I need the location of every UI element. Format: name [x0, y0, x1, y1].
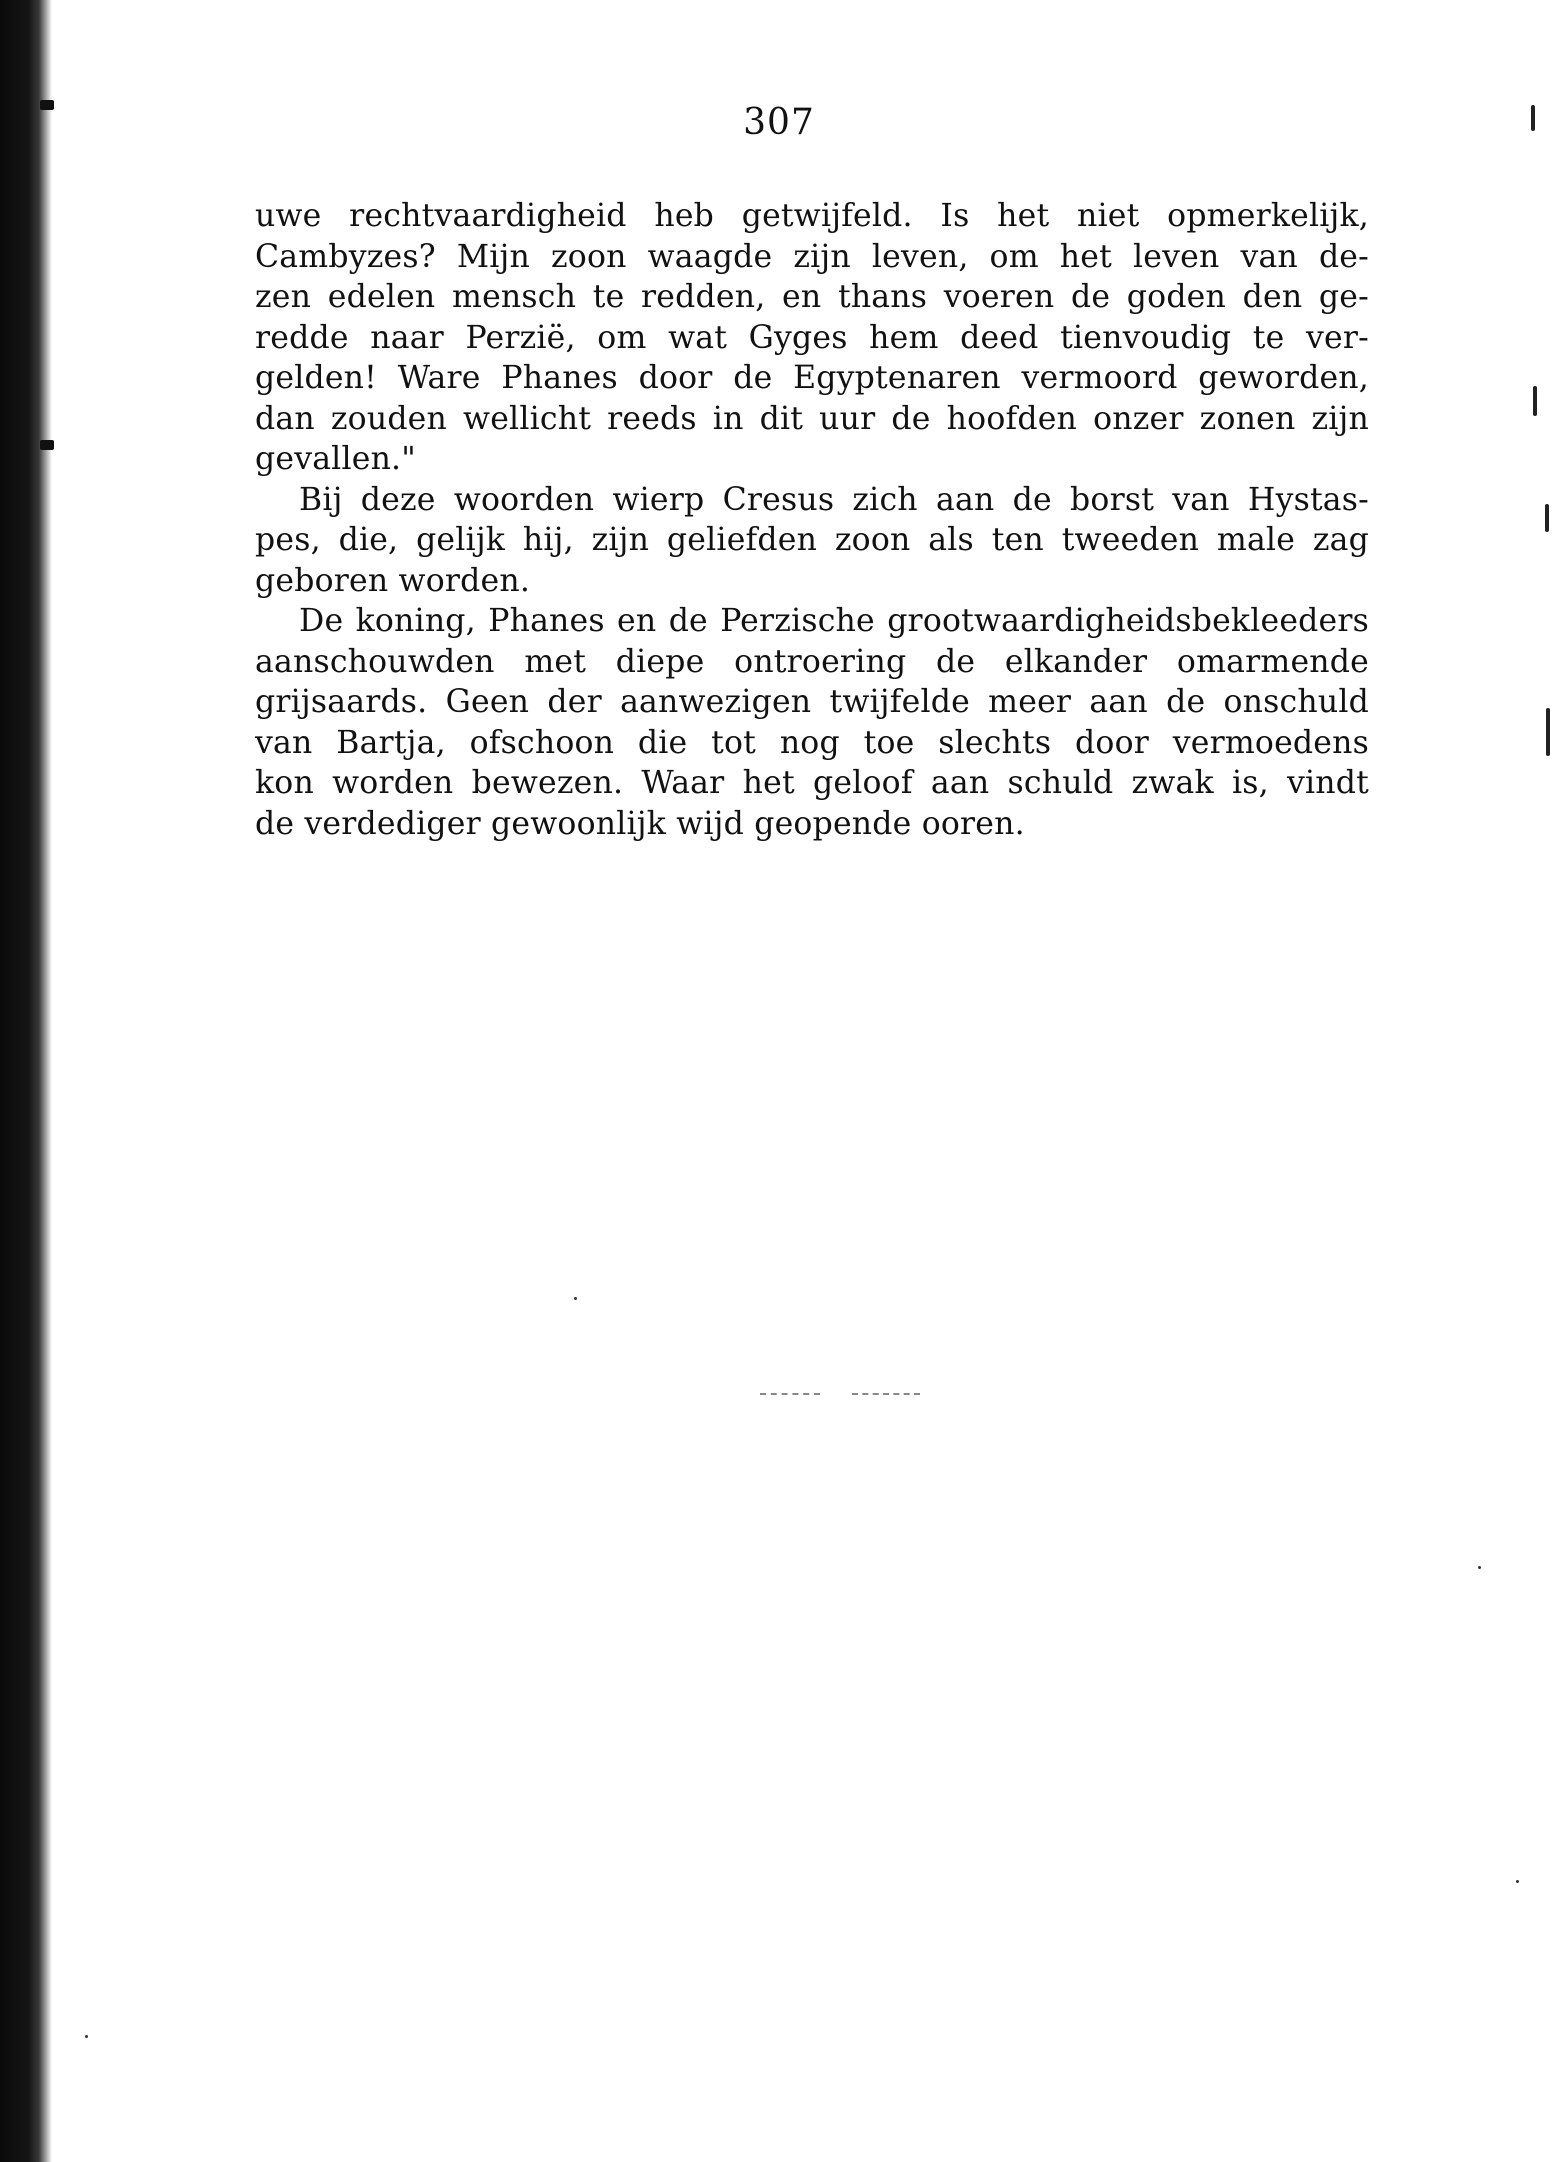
scan-edge-mark — [1546, 708, 1550, 756]
text-line: Cambyzes? Mijn zoon waagde zijn leven, om het leven van de- — [255, 238, 1369, 275]
text-line: geboren worden. — [255, 562, 531, 599]
binding-mark — [40, 440, 54, 450]
text-line: pes, die, gelijk hij, zijn geliefden zoon als ten tweeden male zag — [255, 522, 1369, 558]
scan-speck — [85, 2035, 88, 2038]
text-line: gevallen." — [255, 441, 416, 477]
scan-speck — [574, 1297, 577, 1300]
scan-edge-mark — [1545, 504, 1549, 532]
end-rule — [852, 1393, 920, 1395]
text-line: uwe rechtvaardigheid heb getwijfeld. Is het niet opmerkelijk, — [255, 198, 1369, 234]
body-text — [255, 196, 1369, 844]
text-line: gelden! Ware Phanes door de Egyptenaren vermoord geworden, — [255, 360, 1369, 396]
text-line: Bij deze woorden wierp Cresus zich aan de borst van Hystas- — [299, 481, 1369, 518]
paragraph — [255, 480, 1369, 602]
text-line: van Bartja, ofschoon die tot nog toe slechts door vermoedens — [255, 724, 1369, 761]
paragraph — [255, 601, 1369, 844]
binding-edge — [0, 0, 52, 2162]
page-number: 307 — [743, 102, 815, 143]
text-line: de verdediger gewoonlijk wijd geopende ooren. — [255, 805, 1025, 842]
text-line: redde naar Perzië, om wat Gyges hem deed tienvoudig te ver- — [255, 319, 1369, 356]
text-line: dan zouden wellicht reeds in dit uur de hoofden onzer zonen zijn — [255, 400, 1369, 437]
scan-speck — [1516, 1880, 1519, 1883]
text-line: kon worden bewezen. Waar het geloof aan schuld zwak is, vindt — [255, 765, 1369, 801]
scan-speck — [1478, 1566, 1481, 1569]
text-line: zen edelen mensch te redden, en thans voeren de goden den ge- — [255, 279, 1369, 315]
scan-edge-mark — [1533, 386, 1537, 416]
paragraph — [255, 196, 1369, 480]
text-line: grijsaards. Geen der aanwezigen twijfelde meer aan de onschuld — [255, 684, 1369, 720]
end-rule — [760, 1393, 820, 1395]
text-line: aanschouwden met diepe ontroering de elkander omarmende — [255, 643, 1369, 680]
text-line: De koning, Phanes en de Perzische grootwaardigheidsbekleeders — [299, 603, 1369, 639]
